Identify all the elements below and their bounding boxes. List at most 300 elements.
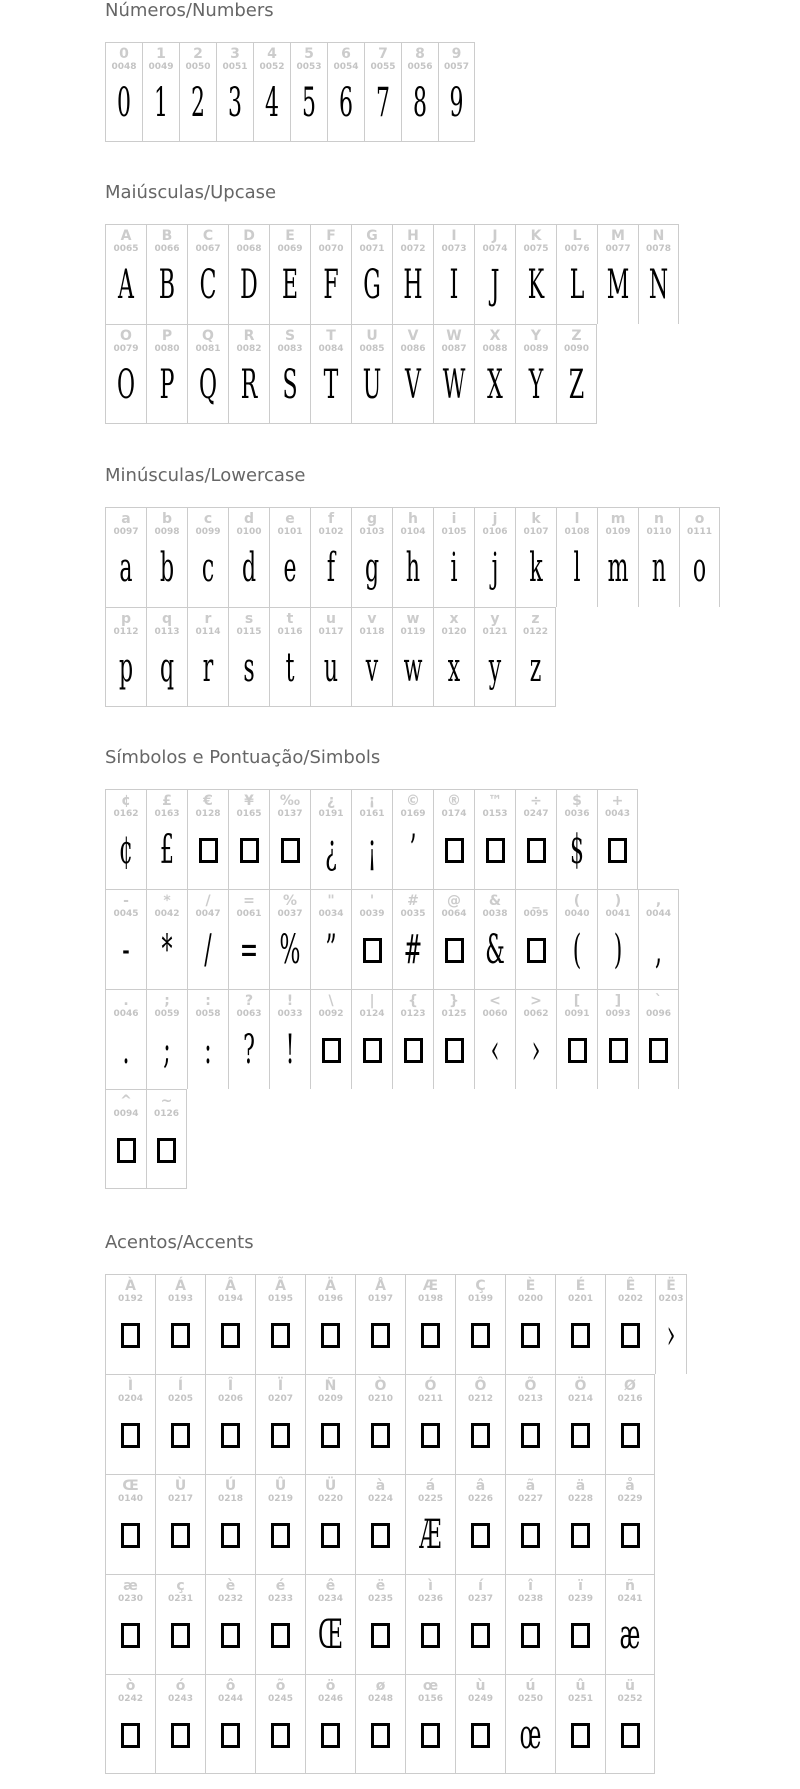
char-code: 0039 (359, 909, 385, 919)
glyph-cell (155, 1574, 205, 1674)
glyph-row (105, 989, 679, 1089)
glyph-cell (228, 224, 269, 324)
glyph-sample: , (655, 927, 662, 973)
missing-glyph-box (229, 820, 269, 880)
missing-glyph-box (106, 1505, 155, 1565)
char-label: : (205, 993, 211, 1009)
char-label: . (123, 993, 129, 1009)
char-label: ™ (488, 793, 502, 809)
char-label: a (121, 511, 131, 527)
glyph-cell (605, 1674, 655, 1774)
char-label: V (407, 328, 419, 344)
glyph-cell (187, 324, 228, 424)
glyph-cell (205, 1274, 255, 1374)
char-code: 0041 (605, 909, 631, 919)
glyph-cell (556, 324, 597, 424)
char-label: õ (275, 1678, 286, 1694)
glyph-sample: ; (163, 1027, 171, 1073)
missing-glyph-box (356, 1505, 405, 1565)
glyph-cell (228, 989, 269, 1089)
missing-glyph-box (606, 1405, 654, 1465)
glyph-sample: r (202, 645, 214, 691)
char-code: 0234 (317, 1594, 344, 1604)
char-label: G (366, 228, 378, 244)
char-code: 0238 (517, 1594, 544, 1604)
char-code: 0137 (277, 809, 303, 819)
char-label: C (202, 228, 214, 244)
char-label: Ñ (324, 1378, 337, 1394)
glyph-sample: L (569, 262, 585, 308)
char-label: N (652, 228, 665, 244)
char-code: 0064 (441, 909, 467, 919)
glyph-cell (405, 1474, 455, 1574)
char-label: ú (525, 1678, 536, 1694)
missing-glyph-box (506, 1505, 555, 1565)
char-code: 0107 (523, 527, 549, 537)
glyph-cell (355, 1274, 405, 1374)
char-label: - (123, 893, 129, 909)
missing-glyph-box (406, 1705, 455, 1765)
glyph-cell (187, 224, 228, 324)
glyph-sample: ¿ (325, 827, 337, 873)
glyph-row (105, 1474, 655, 1574)
missing-glyph-box (406, 1405, 455, 1465)
glyph-cell (638, 989, 679, 1089)
char-label: l (574, 511, 580, 527)
char-label: ‰ (279, 793, 301, 809)
char-code: 0174 (441, 809, 467, 819)
glyph-sample: S (282, 362, 298, 408)
char-code: 0118 (359, 627, 385, 637)
char-code: 0153 (482, 809, 508, 819)
char-label: J (492, 228, 498, 244)
missing-glyph-box (352, 920, 392, 980)
glyph-cell (433, 324, 474, 424)
missing-glyph-box (311, 1020, 351, 1080)
glyph-cell (105, 507, 146, 607)
char-code: 0237 (467, 1594, 494, 1604)
glyph-cell (142, 42, 179, 142)
char-code: 0052 (259, 62, 285, 72)
glyph-sample: i (450, 545, 458, 591)
char-code: 0088 (482, 344, 508, 354)
glyph-cell (255, 1674, 305, 1774)
char-label: Á (175, 1278, 186, 1294)
glyph-cell (355, 1374, 405, 1474)
char-label: { (408, 993, 418, 1009)
char-label: í (478, 1578, 483, 1594)
glyph-cell (556, 224, 597, 324)
char-code: 0211 (417, 1394, 444, 1404)
char-code: 0209 (317, 1394, 344, 1404)
glyph-cell (392, 224, 433, 324)
char-label: Q (202, 328, 214, 344)
glyph-cell (105, 1674, 155, 1774)
char-code: 0244 (217, 1694, 244, 1704)
char-code: 0076 (564, 244, 590, 254)
glyph-cell (405, 1274, 455, 1374)
char-code: 0081 (195, 344, 221, 354)
glyph-sample: ( (572, 927, 582, 973)
glyph-sample: y (488, 645, 502, 691)
char-code: 0078 (645, 244, 672, 254)
missing-glyph-box (156, 1605, 205, 1665)
char-label: f (327, 511, 335, 527)
glyph-sample: A (118, 262, 134, 308)
glyph-cell (310, 224, 351, 324)
glyph-cell (556, 507, 597, 607)
char-code: 0220 (317, 1494, 344, 1504)
glyph-cell (474, 989, 515, 1089)
glyph-sample: F (323, 262, 339, 308)
char-code: 0202 (617, 1294, 644, 1304)
missing-glyph-box (256, 1305, 305, 1365)
glyph-cell (187, 507, 228, 607)
char-label: h (408, 511, 418, 527)
char-label: ) (614, 893, 622, 909)
glyph-sample: › (666, 1312, 676, 1358)
char-label: ' (369, 893, 375, 909)
char-label: ¢ (121, 793, 131, 809)
char-label: 4 (267, 46, 277, 62)
glyph-cell (269, 224, 310, 324)
char-code: 0219 (267, 1494, 294, 1504)
char-label: > (530, 993, 542, 1009)
char-code: 0051 (222, 62, 248, 72)
char-code: 0067 (195, 244, 221, 254)
glyph-sample: z (529, 645, 542, 691)
char-label: ; (164, 993, 170, 1009)
glyph-cell (228, 889, 269, 989)
char-label: æ (123, 1578, 138, 1594)
char-label: Ø (624, 1378, 636, 1394)
char-code: 0110 (646, 527, 672, 537)
glyph-cell (555, 1574, 605, 1674)
glyph-sample: % (279, 927, 301, 973)
char-label: O (120, 328, 132, 344)
char-label: 3 (230, 46, 240, 62)
glyph-cell (455, 1574, 505, 1674)
missing-glyph-box (406, 1605, 455, 1665)
char-code: 0252 (617, 1694, 643, 1704)
char-label: n (654, 511, 664, 527)
char-code: 0125 (441, 1009, 467, 1019)
char-label: S (284, 328, 296, 344)
char-label: ù (475, 1678, 486, 1694)
char-code: 0191 (318, 809, 344, 819)
char-label: c (203, 511, 213, 527)
char-code: 0242 (117, 1694, 144, 1704)
glyph-sample: e (283, 545, 297, 591)
char-code: 0235 (367, 1594, 394, 1604)
glyph-cell (327, 42, 364, 142)
char-label: ÷ (530, 793, 542, 809)
missing-glyph-box (106, 1705, 155, 1765)
char-code: 0245 (267, 1694, 294, 1704)
char-code: 0097 (113, 527, 139, 537)
char-label: x (449, 611, 459, 627)
glyph-cell (355, 1574, 405, 1674)
char-label: ^ (120, 1093, 132, 1109)
glyph-cell (146, 789, 187, 889)
glyph-sample: 8 (412, 80, 427, 126)
glyph-sample: O (116, 362, 136, 408)
char-label: M (611, 228, 625, 244)
glyph-cell (255, 1574, 305, 1674)
char-code: 0249 (467, 1694, 494, 1704)
char-code: 0060 (482, 1009, 508, 1019)
missing-glyph-box (206, 1405, 255, 1465)
glyph-sample: N (648, 262, 669, 308)
char-code: 0122 (522, 627, 549, 637)
char-label: é (275, 1578, 286, 1594)
char-code: 0241 (617, 1594, 643, 1604)
glyph-row (105, 789, 638, 889)
section-title: Maiúsculas/Upcase (105, 182, 277, 203)
char-code: 0044 (645, 909, 672, 919)
glyph-cell (433, 224, 474, 324)
char-code: 0197 (367, 1294, 394, 1304)
glyph-row (105, 324, 597, 424)
char-code: 0213 (517, 1394, 544, 1404)
glyph-cell (433, 989, 474, 1089)
glyph-sample: 9 (449, 80, 464, 126)
char-code: 0248 (367, 1694, 394, 1704)
missing-glyph-box (556, 1505, 605, 1565)
missing-glyph-box (106, 1305, 155, 1365)
glyph-sample: 4 (264, 80, 279, 126)
char-label: ö (325, 1678, 336, 1694)
glyph-cell (474, 224, 515, 324)
glyph-cell (305, 1574, 355, 1674)
glyph-row (105, 1274, 687, 1374)
glyph-cell (146, 324, 187, 424)
missing-glyph-box (256, 1405, 305, 1465)
char-code: 0165 (236, 809, 262, 819)
char-code: 0096 (645, 1009, 672, 1019)
char-label: œ (422, 1678, 439, 1694)
char-label: ò (125, 1678, 136, 1694)
glyph-cell (515, 324, 556, 424)
char-label: € (203, 793, 213, 809)
glyph-row (105, 507, 720, 607)
section-4 (105, 1232, 684, 1758)
char-code: 0058 (195, 1009, 221, 1019)
char-code: 0200 (517, 1294, 544, 1304)
char-label: ! (286, 993, 294, 1009)
char-code: 0214 (567, 1394, 594, 1404)
char-code: 0094 (113, 1109, 139, 1119)
glyph-cell (290, 42, 327, 142)
glyph-cell (216, 42, 253, 142)
glyph-cell (505, 1374, 555, 1474)
char-label: 6 (341, 46, 351, 62)
char-code: 0117 (318, 627, 344, 637)
char-label: _ (532, 893, 540, 909)
glyph-cell (505, 1474, 555, 1574)
char-code: 0036 (564, 809, 590, 819)
char-label: Œ (122, 1478, 139, 1494)
missing-glyph-box (516, 920, 556, 980)
glyph-cell (638, 889, 679, 989)
char-label: s (244, 611, 254, 627)
glyph-cell (555, 1274, 605, 1374)
char-code: 0065 (113, 244, 139, 254)
glyph-cell (269, 607, 310, 707)
glyph-cell (355, 1674, 405, 1774)
missing-glyph-box (434, 920, 474, 980)
glyph-cell (310, 507, 351, 607)
char-code: 0083 (277, 344, 303, 354)
glyph-cell (155, 1374, 205, 1474)
char-code: 0119 (400, 627, 426, 637)
char-code: 0108 (564, 527, 590, 537)
glyph-cell (597, 789, 638, 889)
char-code: 0103 (359, 527, 385, 537)
glyph-cell (355, 1474, 405, 1574)
char-code: 0098 (154, 527, 180, 537)
glyph-cell (105, 607, 146, 707)
missing-glyph-box (506, 1305, 555, 1365)
glyph-sample: C (199, 262, 217, 308)
char-code: 0224 (367, 1494, 394, 1504)
missing-glyph-box (188, 820, 228, 880)
char-label: Õ (524, 1378, 537, 1394)
missing-glyph-box (556, 1705, 605, 1765)
char-code: 0079 (113, 344, 139, 354)
char-label: & (488, 893, 502, 909)
glyph-cell (155, 1474, 205, 1574)
section-title: Acentos/Accents (105, 1232, 254, 1253)
char-code: 0062 (523, 1009, 549, 1019)
char-code: 0046 (113, 1009, 139, 1019)
char-label: e (285, 511, 295, 527)
char-code: 0161 (359, 809, 385, 819)
glyph-row (105, 1674, 655, 1774)
char-code: 0102 (318, 527, 344, 537)
glyph-sample: ’ (409, 827, 417, 873)
glyph-cell (364, 42, 401, 142)
glyph-cell (105, 1274, 155, 1374)
char-label: o (694, 511, 705, 527)
glyph-cell (351, 889, 392, 989)
glyph-sample: œ (519, 1712, 542, 1758)
missing-glyph-box (598, 820, 637, 880)
section-3 (105, 747, 672, 1119)
char-label: ä (575, 1478, 586, 1494)
char-code: 0206 (217, 1394, 244, 1404)
glyph-cell (187, 989, 228, 1089)
section-1 (105, 182, 672, 408)
char-code: 0057 (443, 62, 470, 72)
glyph-grid (105, 224, 679, 424)
char-label: Ö (574, 1378, 587, 1394)
glyph-cell (438, 42, 475, 142)
char-code: 0048 (111, 62, 137, 72)
missing-glyph-box (156, 1405, 205, 1465)
char-code: 0250 (517, 1694, 544, 1704)
glyph-cell (515, 607, 556, 707)
section-title: Símbolos e Pontuação/Simbols (105, 747, 381, 768)
missing-glyph-box (456, 1605, 505, 1665)
char-label: Î (227, 1378, 234, 1394)
glyph-row (105, 224, 679, 324)
char-label: Ó (424, 1378, 437, 1394)
char-label: Í (177, 1378, 184, 1394)
missing-glyph-box (270, 820, 310, 880)
glyph-cell (556, 989, 597, 1089)
char-label: Ú (224, 1478, 237, 1494)
glyph-cell (597, 507, 638, 607)
char-code: 0047 (195, 909, 221, 919)
char-code: 0203 (658, 1294, 684, 1304)
missing-glyph-box (106, 1605, 155, 1665)
glyph-sample: Q (198, 362, 218, 408)
char-label: r (204, 611, 212, 627)
glyph-cell (351, 507, 392, 607)
char-code: 0035 (400, 909, 426, 919)
char-label: Ê (625, 1278, 636, 1294)
char-label: | (369, 993, 375, 1009)
glyph-cell (455, 1474, 505, 1574)
glyph-cell (187, 607, 228, 707)
glyph-cell (187, 889, 228, 989)
char-label: B (161, 228, 173, 244)
glyph-cell (351, 989, 392, 1089)
char-code: 0162 (113, 809, 139, 819)
glyph-cell (515, 224, 556, 324)
char-code: 0246 (317, 1694, 344, 1704)
missing-glyph-box (256, 1505, 305, 1565)
glyph-sample: U (362, 362, 382, 408)
char-label: ( (573, 893, 581, 909)
char-label: 9 (451, 46, 462, 62)
glyph-cell (405, 1674, 455, 1774)
char-label: 7 (378, 46, 388, 62)
glyph-cell (255, 1474, 305, 1574)
char-code: 0229 (617, 1494, 643, 1504)
char-code: 0086 (400, 344, 426, 354)
glyph-sample: M (606, 262, 630, 308)
glyph-cell (597, 224, 638, 324)
glyph-sample: : (204, 1027, 212, 1073)
char-label: À (125, 1278, 136, 1294)
glyph-cell (310, 607, 351, 707)
char-label: t (286, 611, 294, 627)
glyph-cell (205, 1674, 255, 1774)
missing-glyph-box (206, 1505, 255, 1565)
glyph-sample: Z (568, 362, 585, 408)
missing-glyph-box (456, 1405, 505, 1465)
glyph-grid (105, 1274, 687, 1774)
char-label: Ù (174, 1478, 187, 1494)
glyph-sample: ) (613, 927, 623, 973)
missing-glyph-box (356, 1305, 405, 1365)
missing-glyph-box (306, 1305, 355, 1365)
char-label: Ü (324, 1478, 337, 1494)
char-label: < (489, 993, 501, 1009)
glyph-cell (146, 507, 187, 607)
missing-glyph-box (393, 1020, 433, 1080)
glyph-sample: 7 (375, 80, 390, 126)
char-code: 0061 (236, 909, 262, 919)
char-code: 0156 (417, 1694, 444, 1704)
missing-glyph-box (556, 1305, 605, 1365)
char-label: P (161, 328, 173, 344)
char-code: 0169 (400, 809, 426, 819)
char-code: 0049 (148, 62, 174, 72)
missing-glyph-box (256, 1605, 305, 1665)
